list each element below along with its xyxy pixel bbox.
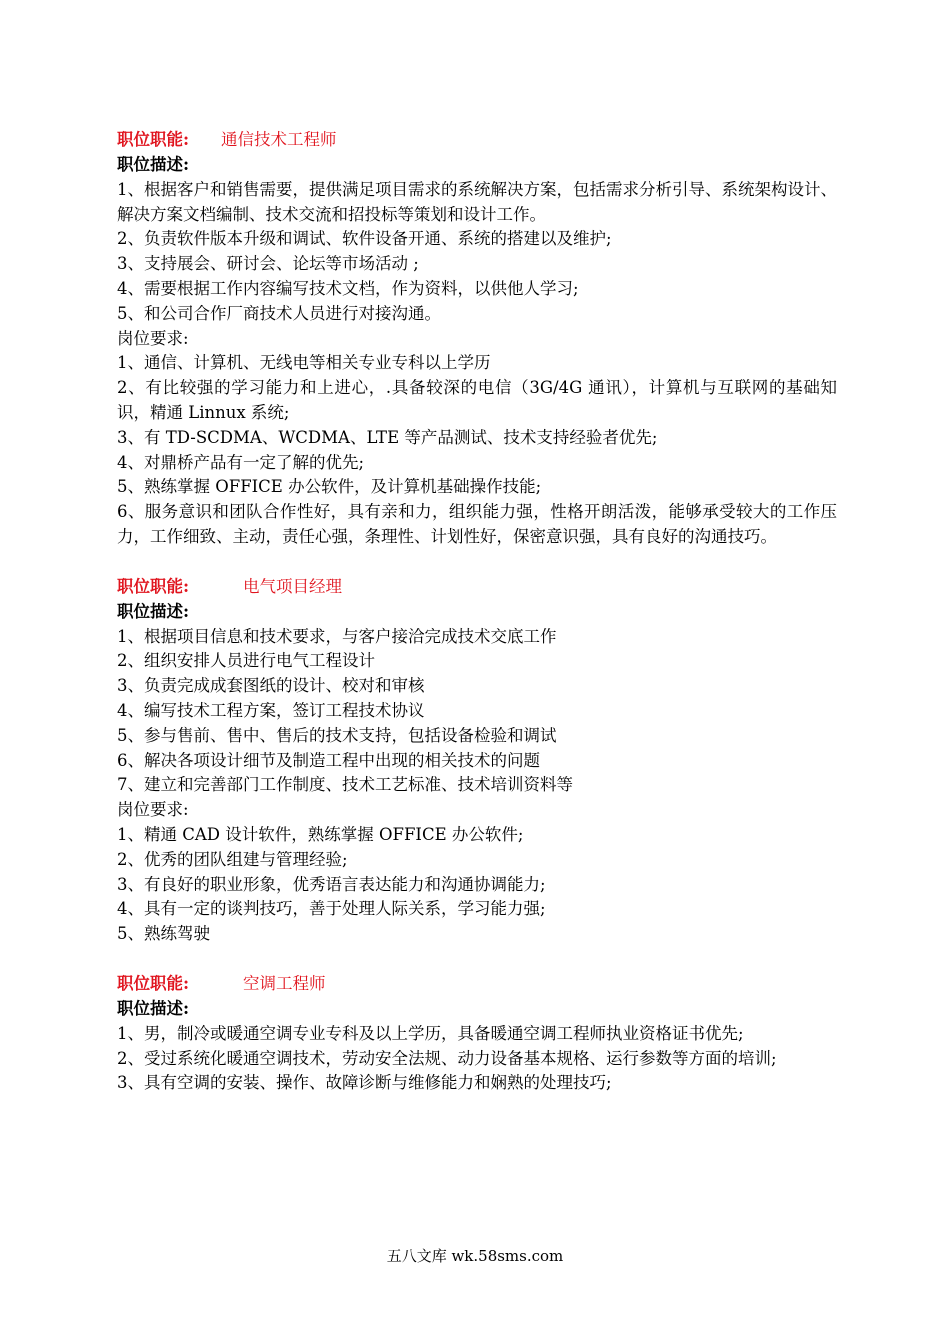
list-item: 1、根据项目信息和技术要求，与客户接洽完成技术交底工作 [117, 626, 557, 646]
job-function-label: 职位职能: [117, 130, 190, 149]
list-item: 5、熟练掌握 OFFICE 办公软件，及计算机基础操作技能; [117, 477, 542, 497]
job-function-value: 空调工程师 [243, 973, 326, 993]
list-item: 3、有 TD-SCDMA、WCDMA、LTE 等产品测试、技术支持经验者优先; [117, 427, 658, 447]
job-description-title: 职位描述: [117, 155, 190, 174]
list-item: 2、组织安排人员进行电气工程设计 [117, 651, 375, 671]
list-item: 1、根据客户和销售需要，提供满足项目需求的系统解决方案，包括需求分析引导、系统架构设计、解决方案文档编制、技术交流和招投标等策划和设计工作。 [117, 179, 837, 224]
list-item: 3、具有空调的安装、操作、故障诊断与维修能力和娴熟的处理技巧; [117, 1073, 612, 1093]
list-item: 7、建立和完善部门工作制度、技术工艺标准、技术培训资料等 [117, 775, 573, 795]
list-item: 5、和公司合作厂商技术人员进行对接沟通。 [117, 303, 441, 323]
job-function-label: 职位职能: [117, 973, 190, 993]
list-item: 1、精通 CAD 设计软件，熟练掌握 OFFICE 办公软件; [117, 824, 524, 844]
job-description-title: 职位描述: [117, 998, 190, 1018]
document-body [117, 127, 837, 1120]
list-item: 5、参与售前、售中、售后的技术支持，包括设备检验和调试 [117, 725, 557, 745]
list-item: 2、负责软件版本升级和调试、软件设备开通、系统的搭建以及维护; [117, 229, 612, 249]
list-item: 4、具有一定的谈判技巧，善于处理人际关系，学习能力强; [117, 899, 546, 919]
list-item: 6、服务意识和团队合作性好，具有亲和力，组织能力强，性格开朗活泼，能够承受较大的工作压力，工作细致、主动，责任心强，条理性、计划性好，保密意识强，具有良好的沟通技巧。 [117, 502, 837, 546]
list-item: 1、通信、计算机、无线电等相关专业专科以上学历 [117, 353, 491, 373]
list-item: 6、解决各项设计细节及制造工程中出现的相关技术的问题 [117, 750, 540, 770]
list-item: 2、有比较强的学习能力和上进心，.具备较深的电信（3G/4G 通讯），计算机与互联网的基础知识，精通 Linnux 系统; [117, 378, 837, 422]
list-item: 4、编写技术工程方案，签订工程技术协议 [117, 700, 425, 720]
list-item: 3、支持展会、研讨会、论坛等市场活动 ; [117, 254, 419, 274]
job-requirements-title: 岗位要求: [117, 328, 189, 348]
job-requirements-title: 岗位要求: [117, 800, 189, 820]
job-function-value: 电气项目经理 [243, 576, 342, 596]
page-footer: 五八文库 wk.58sms.com [386, 1247, 564, 1265]
list-item: 3、负责完成成套图纸的设计、校对和审核 [117, 676, 425, 696]
job-function-value: 通信技术工程师 [221, 130, 337, 149]
section-heading [117, 127, 837, 153]
list-item: 4、需要根据工作内容编写技术文档，作为资料，以供他人学习; [117, 278, 579, 298]
list-item: 4、对鼎桥产品有一定了解的优先; [117, 452, 365, 472]
job-function-label: 职位职能: [117, 576, 190, 596]
job-section-1 [117, 127, 837, 550]
list-item: 1、男，制冷或暖通空调专业专科及以上学历，具备暖通空调工程师执业资格证书优先; [117, 1023, 744, 1043]
list-item: 5、熟练驾驶 [117, 924, 210, 944]
job-section-3 [117, 971, 837, 1096]
list-item: 3、有良好的职业形象，优秀语言表达能力和沟通协调能力; [117, 874, 546, 894]
section-heading [117, 574, 837, 600]
job-description-title: 职位描述: [117, 601, 190, 621]
section-heading [117, 971, 837, 997]
list-item: 2、受过系统化暖通空调技术，劳动安全法规、动力设备基本规格、运行参数等方面的培训; [117, 1048, 777, 1068]
job-section-2 [117, 574, 837, 947]
list-item: 2、优秀的团队组建与管理经验; [117, 849, 348, 869]
